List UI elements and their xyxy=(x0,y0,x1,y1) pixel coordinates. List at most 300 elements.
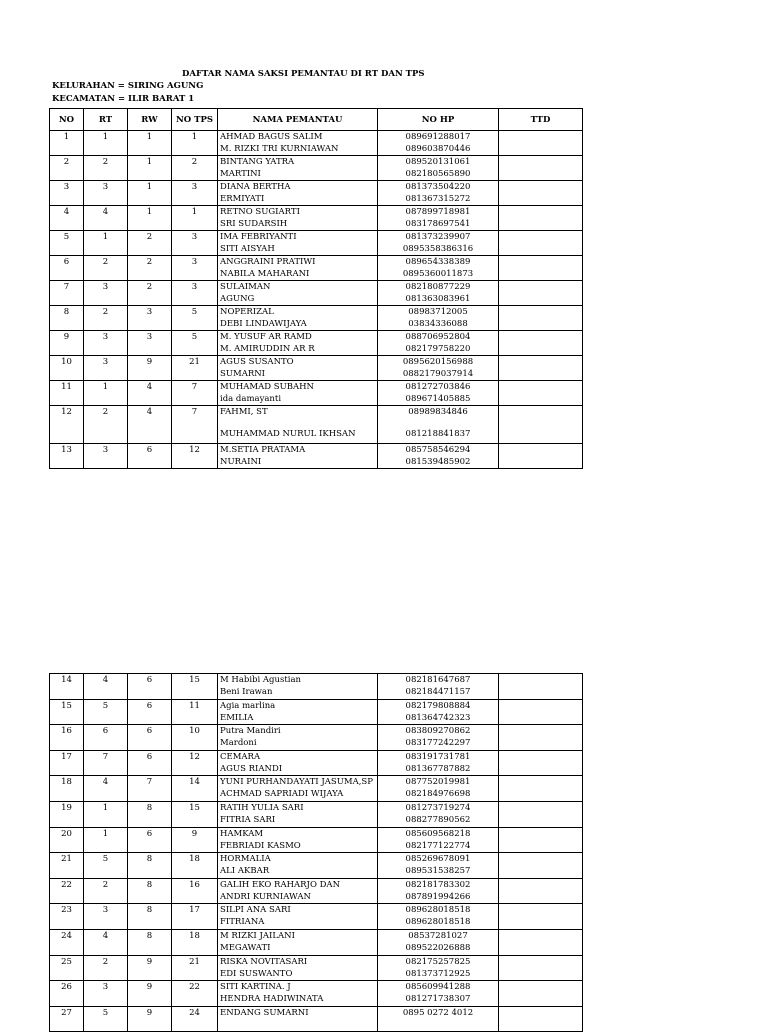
cell-nama-pemantau xyxy=(218,406,378,444)
cell-nama-pemantau xyxy=(218,331,378,356)
table-row xyxy=(50,181,583,206)
table-row xyxy=(50,381,583,406)
cell-ttd[interactable] xyxy=(499,955,583,981)
pemantau-name: EDI SUSWANTO xyxy=(220,968,293,979)
table-row xyxy=(50,406,583,444)
cell-rw: 3 xyxy=(128,331,172,356)
cell-no: 20 xyxy=(50,827,84,853)
pemantau-name: NABILA MAHARANI xyxy=(220,269,310,279)
pemantau-name: AGUS RIANDI xyxy=(220,763,283,774)
cell-rt: 3 xyxy=(84,181,128,206)
phone-number: 082181783302 xyxy=(405,879,471,890)
cell-ttd[interactable] xyxy=(499,331,583,356)
phone-number: 082179808884 xyxy=(405,700,471,711)
cell-no: 24 xyxy=(50,929,84,955)
pemantau-name xyxy=(220,1019,375,1031)
cell-ttd[interactable] xyxy=(499,699,583,725)
table-row xyxy=(50,674,583,700)
cell-tps: 21 xyxy=(172,955,218,981)
cell-ttd[interactable] xyxy=(499,444,583,469)
cell-no-hp xyxy=(378,904,499,930)
pemantau-name: Putra Mandiri xyxy=(220,726,281,737)
cell-rt: 2 xyxy=(84,156,128,181)
pemantau-name: M Habibi Agustian xyxy=(220,675,301,685)
phone-number: 089691288017 xyxy=(405,132,471,142)
pemantau-name: FITRIA SARI xyxy=(220,814,276,825)
cell-rw: 3 xyxy=(128,306,172,331)
cell-tps: 15 xyxy=(172,674,218,700)
cell-nama-pemantau xyxy=(218,256,378,281)
cell-rt: 4 xyxy=(84,929,128,955)
cell-no-hp xyxy=(378,853,499,879)
phone-number: 082180877229 xyxy=(405,282,471,292)
table-row xyxy=(50,231,583,256)
cell-nama-pemantau xyxy=(218,750,378,776)
cell-no-hp xyxy=(378,256,499,281)
cell-ttd[interactable] xyxy=(499,356,583,381)
cell-rt: 6 xyxy=(84,725,128,751)
cell-nama-pemantau xyxy=(218,1006,378,1032)
table-header-row xyxy=(50,109,583,131)
phone-number: 0895 0272 4012 xyxy=(402,1007,474,1018)
cell-no: 16 xyxy=(50,725,84,751)
phone-number: 083178697541 xyxy=(405,219,471,229)
cell-nama-pemantau xyxy=(218,725,378,751)
phone-number: 083809270862 xyxy=(405,726,471,737)
cell-no-hp xyxy=(378,801,499,827)
table-row xyxy=(50,878,583,904)
table-row xyxy=(50,827,583,853)
cell-ttd[interactable] xyxy=(499,904,583,930)
phone-number: 082184471157 xyxy=(405,687,471,697)
pemantau-name: EMILIA xyxy=(220,712,254,723)
cell-rt: 3 xyxy=(84,356,128,381)
cell-rt: 2 xyxy=(84,955,128,981)
cell-tps: 12 xyxy=(172,444,218,469)
pemantau-name: Mardoni xyxy=(220,738,257,749)
cell-tps: 3 xyxy=(172,256,218,281)
phone-number: 082175257825 xyxy=(405,956,471,967)
phone-number: 087899718981 xyxy=(405,207,471,217)
cell-ttd[interactable] xyxy=(499,381,583,406)
pemantau-name: SITI KARTINA. J xyxy=(220,982,291,993)
cell-tps: 2 xyxy=(172,156,218,181)
cell-no: 13 xyxy=(50,444,84,469)
cell-ttd[interactable] xyxy=(499,181,583,206)
cell-ttd[interactable] xyxy=(499,231,583,256)
pemantau-name: Agia marlina xyxy=(220,700,276,711)
cell-rt: 2 xyxy=(84,306,128,331)
cell-ttd[interactable] xyxy=(499,406,583,444)
cell-tps: 1 xyxy=(172,206,218,231)
cell-no: 23 xyxy=(50,904,84,930)
cell-tps: 5 xyxy=(172,306,218,331)
pemantau-name: ENDANG SUMARNI xyxy=(220,1007,309,1018)
cell-nama-pemantau xyxy=(218,281,378,306)
phone-number: 081363083961 xyxy=(405,294,471,304)
cell-ttd[interactable] xyxy=(499,725,583,751)
cell-rt: 1 xyxy=(84,231,128,256)
phone-number: 083191731781 xyxy=(405,751,471,762)
cell-no-hp xyxy=(378,381,499,406)
table-row xyxy=(50,256,583,281)
header-nama-pemantau: NAMA PEMANTAU xyxy=(218,109,378,131)
cell-nama-pemantau xyxy=(218,206,378,231)
cell-tps: 18 xyxy=(172,929,218,955)
table-row xyxy=(50,929,583,955)
pemantau-name: MUHAMMAD NURUL IKHSAN xyxy=(220,429,356,439)
cell-rt: 4 xyxy=(84,776,128,802)
phone-number: 083177242297 xyxy=(405,738,471,749)
cell-nama-pemantau xyxy=(218,674,378,700)
cell-no: 26 xyxy=(50,981,84,1007)
cell-ttd[interactable] xyxy=(499,853,583,879)
cell-rt: 3 xyxy=(84,331,128,356)
cell-rw: 8 xyxy=(128,801,172,827)
cell-rt: 1 xyxy=(84,801,128,827)
cell-no-hp xyxy=(378,331,499,356)
cell-ttd[interactable] xyxy=(499,156,583,181)
cell-rw: 6 xyxy=(128,699,172,725)
cell-nama-pemantau xyxy=(218,156,378,181)
phone-number: 0895620156988 xyxy=(402,357,474,367)
phone-number: 081271738307 xyxy=(405,994,471,1005)
table-row xyxy=(50,444,583,469)
phone-number: 089628018518 xyxy=(405,905,471,916)
cell-rt: 2 xyxy=(84,406,128,444)
cell-nama-pemantau xyxy=(218,878,378,904)
cell-tps: 7 xyxy=(172,406,218,444)
table-row xyxy=(50,699,583,725)
cell-no: 1 xyxy=(50,131,84,156)
cell-nama-pemantau xyxy=(218,699,378,725)
cell-no-hp xyxy=(378,131,499,156)
cell-rw: 6 xyxy=(128,674,172,700)
cell-rw: 9 xyxy=(128,1006,172,1032)
cell-no: 8 xyxy=(50,306,84,331)
phone-number: 08983712005 xyxy=(408,307,468,317)
phone-number: 085758546294 xyxy=(405,445,471,455)
phone-number: 085609941288 xyxy=(405,982,471,993)
phone-number: 08537281027 xyxy=(408,930,468,941)
cell-tps: 15 xyxy=(172,801,218,827)
cell-no-hp xyxy=(378,1006,499,1032)
pemantau-table-page-2 xyxy=(49,673,583,1032)
cell-no-hp xyxy=(378,955,499,981)
cell-ttd[interactable] xyxy=(499,929,583,955)
pemantau-name: RETNO SUGIARTI xyxy=(220,207,300,217)
table-row xyxy=(50,206,583,231)
cell-tps: 9 xyxy=(172,827,218,853)
phone-number: 085609568218 xyxy=(405,828,471,839)
phone-number: 089671405885 xyxy=(405,394,471,404)
cell-rt: 1 xyxy=(84,131,128,156)
cell-no-hp xyxy=(378,878,499,904)
header-rw: RW xyxy=(128,109,172,131)
phone-number: 082179758220 xyxy=(405,344,471,354)
document-title: DAFTAR NAMA SAKSI PEMANTAU DI RT DAN TPS xyxy=(182,69,425,79)
cell-rw: 1 xyxy=(128,156,172,181)
cell-rw: 7 xyxy=(128,776,172,802)
phone-number: 085269678091 xyxy=(405,854,471,865)
table-row xyxy=(50,776,583,802)
cell-tps: 21 xyxy=(172,356,218,381)
cell-ttd[interactable] xyxy=(499,827,583,853)
cell-no: 22 xyxy=(50,878,84,904)
cell-nama-pemantau xyxy=(218,955,378,981)
cell-no-hp xyxy=(378,827,499,853)
cell-ttd[interactable] xyxy=(499,131,583,156)
phone-number: 0895360011873 xyxy=(402,269,474,279)
pemantau-name: NURAINI xyxy=(220,457,262,467)
phone-number: 081367315272 xyxy=(405,194,471,204)
cell-rt: 2 xyxy=(84,878,128,904)
cell-no: 11 xyxy=(50,381,84,406)
cell-no: 12 xyxy=(50,406,84,444)
cell-nama-pemantau xyxy=(218,776,378,802)
cell-no-hp xyxy=(378,206,499,231)
phone-number: 089520131061 xyxy=(405,157,471,167)
header-no-tps: NO TPS xyxy=(172,109,218,131)
cell-rw: 1 xyxy=(128,131,172,156)
cell-no-hp xyxy=(378,674,499,700)
phone-number: 089531538257 xyxy=(405,866,471,877)
table-row xyxy=(50,1006,583,1032)
cell-tps: 5 xyxy=(172,331,218,356)
kecamatan-label: KECAMATAN = ILIR BARAT 1 xyxy=(52,94,195,104)
cell-ttd[interactable] xyxy=(499,878,583,904)
cell-ttd[interactable] xyxy=(499,206,583,231)
cell-no-hp xyxy=(378,699,499,725)
pemantau-name: SUMARNI xyxy=(220,369,266,379)
cell-nama-pemantau xyxy=(218,131,378,156)
cell-rw: 2 xyxy=(128,231,172,256)
cell-ttd[interactable] xyxy=(499,1006,583,1032)
cell-rw: 8 xyxy=(128,878,172,904)
cell-no: 14 xyxy=(50,674,84,700)
table-row xyxy=(50,981,583,1007)
cell-no-hp xyxy=(378,750,499,776)
cell-tps: 3 xyxy=(172,181,218,206)
pemantau-name: M RIZKI JAILANI xyxy=(220,930,295,941)
cell-nama-pemantau xyxy=(218,444,378,469)
pemantau-name: SULAIMAN xyxy=(220,282,271,292)
cell-rw: 8 xyxy=(128,853,172,879)
pemantau-name: MARTINI xyxy=(220,169,261,179)
cell-rw: 6 xyxy=(128,725,172,751)
cell-ttd[interactable] xyxy=(499,256,583,281)
cell-no: 10 xyxy=(50,356,84,381)
pemantau-name: ALI AKBAR xyxy=(220,866,270,877)
cell-tps: 24 xyxy=(172,1006,218,1032)
cell-rt: 7 xyxy=(84,750,128,776)
cell-nama-pemantau xyxy=(218,306,378,331)
cell-no: 19 xyxy=(50,801,84,827)
cell-no: 9 xyxy=(50,331,84,356)
cell-rt: 3 xyxy=(84,904,128,930)
cell-nama-pemantau xyxy=(218,381,378,406)
cell-rw: 1 xyxy=(128,206,172,231)
phone-number: 087752019981 xyxy=(405,777,471,788)
pemantau-name: HORMALIA xyxy=(220,854,271,865)
cell-rt: 3 xyxy=(84,281,128,306)
cell-nama-pemantau xyxy=(218,904,378,930)
phone-number: 089522026888 xyxy=(405,942,471,953)
pemantau-name: MEGAWATI xyxy=(220,942,271,953)
cell-nama-pemantau xyxy=(218,853,378,879)
cell-nama-pemantau xyxy=(218,356,378,381)
phone-number: 081373712925 xyxy=(405,968,471,979)
phone-number: 089654338389 xyxy=(405,257,471,267)
pemantau-name: ANGGRAINI PRATIWI xyxy=(220,257,316,267)
cell-nama-pemantau xyxy=(218,231,378,256)
cell-ttd[interactable] xyxy=(499,674,583,700)
cell-rt: 1 xyxy=(84,827,128,853)
cell-no: 27 xyxy=(50,1006,84,1032)
header-no: NO xyxy=(50,109,84,131)
pemantau-name: GALIH EKO RAHARJO DAN xyxy=(220,879,341,890)
header-ttd: TTD xyxy=(499,109,583,131)
cell-ttd[interactable] xyxy=(499,306,583,331)
table-row xyxy=(50,131,583,156)
pemantau-name: DEBI LINDAWIJAYA xyxy=(220,319,307,329)
phone-number xyxy=(380,1019,496,1031)
cell-no: 2 xyxy=(50,156,84,181)
cell-no: 4 xyxy=(50,206,84,231)
table-row xyxy=(50,955,583,981)
table-row xyxy=(50,331,583,356)
cell-rw: 8 xyxy=(128,929,172,955)
cell-rt: 5 xyxy=(84,853,128,879)
phone-number: 081272703846 xyxy=(405,382,471,392)
cell-tps: 22 xyxy=(172,981,218,1007)
phone-number: 082180565890 xyxy=(405,169,471,179)
cell-ttd[interactable] xyxy=(499,981,583,1007)
pemantau-name: IMA FEBRIYANTI xyxy=(220,232,297,242)
pemantau-name: SRI SUDARSIH xyxy=(220,219,288,229)
pemantau-name: ACHMAD SAPRIADI WIJAYA xyxy=(220,789,344,800)
pemantau-name: MUHAMAD SUBAHN xyxy=(220,382,314,392)
phone-number: 08989834846 xyxy=(408,407,468,417)
table-row xyxy=(50,725,583,751)
cell-rw: 6 xyxy=(128,827,172,853)
pemantau-name: ERMIYATI xyxy=(220,194,265,204)
cell-no: 18 xyxy=(50,776,84,802)
cell-rt: 5 xyxy=(84,1006,128,1032)
phone-number: 081373504220 xyxy=(405,182,471,192)
cell-tps: 3 xyxy=(172,231,218,256)
cell-tps: 14 xyxy=(172,776,218,802)
pemantau-name: AGUNG xyxy=(220,294,255,304)
phone-number: 03834336088 xyxy=(408,319,468,329)
cell-nama-pemantau xyxy=(218,929,378,955)
cell-tps: 10 xyxy=(172,725,218,751)
phone-number: 082184976698 xyxy=(405,789,471,800)
cell-ttd[interactable] xyxy=(499,750,583,776)
table-row xyxy=(50,356,583,381)
cell-no: 7 xyxy=(50,281,84,306)
pemantau-name: RISKA NOVITASARI xyxy=(220,956,308,967)
table-row xyxy=(50,750,583,776)
phone-number: 082177122774 xyxy=(405,840,471,851)
cell-rw: 4 xyxy=(128,406,172,444)
cell-tps: 16 xyxy=(172,878,218,904)
cell-tps: 1 xyxy=(172,131,218,156)
cell-nama-pemantau xyxy=(218,827,378,853)
pemantau-name: FAHMI, ST xyxy=(220,407,268,417)
phone-number: 081273719274 xyxy=(405,802,471,813)
cell-rw: 9 xyxy=(128,981,172,1007)
cell-tps: 11 xyxy=(172,699,218,725)
pemantau-name: RATIH YULIA SARI xyxy=(220,802,304,813)
pemantau-name: HAMKAM xyxy=(220,828,264,839)
cell-nama-pemantau xyxy=(218,181,378,206)
cell-tps: 7 xyxy=(172,381,218,406)
cell-rw: 8 xyxy=(128,904,172,930)
cell-rw: 2 xyxy=(128,281,172,306)
phone-number: 081367787882 xyxy=(405,763,471,774)
pemantau-name: M.SETIA PRATAMA xyxy=(220,445,306,455)
cell-rw: 1 xyxy=(128,181,172,206)
cell-rt: 3 xyxy=(84,444,128,469)
cell-no-hp xyxy=(378,981,499,1007)
cell-rw: 6 xyxy=(128,750,172,776)
pemantau-name: Beni Irawan xyxy=(220,687,273,697)
pemantau-name: BINTANG YATRA xyxy=(220,157,295,167)
cell-no-hp xyxy=(378,281,499,306)
cell-no-hp xyxy=(378,725,499,751)
pemantau-name: SITI AISYAH xyxy=(220,244,275,254)
cell-ttd[interactable] xyxy=(499,281,583,306)
phone-number: 088277890562 xyxy=(405,814,471,825)
pemantau-name: CEMARA xyxy=(220,751,261,762)
pemantau-name: M. YUSUF AR RAMD xyxy=(220,332,312,342)
cell-rw: 2 xyxy=(128,256,172,281)
cell-rt: 4 xyxy=(84,206,128,231)
kelurahan-label: KELURAHAN = SIRING AGUNG xyxy=(52,81,204,91)
cell-ttd[interactable] xyxy=(499,801,583,827)
cell-nama-pemantau xyxy=(218,981,378,1007)
cell-tps: 12 xyxy=(172,750,218,776)
cell-rt: 2 xyxy=(84,256,128,281)
table-row xyxy=(50,853,583,879)
table-row xyxy=(50,801,583,827)
cell-no: 21 xyxy=(50,853,84,879)
phone-number: 089628018518 xyxy=(405,917,471,928)
cell-no-hp xyxy=(378,156,499,181)
cell-no: 3 xyxy=(50,181,84,206)
pemantau-name: M. AMIRUDDIN AR R xyxy=(220,344,315,354)
cell-ttd[interactable] xyxy=(499,776,583,802)
cell-rw: 9 xyxy=(128,356,172,381)
phone-number: 088706952804 xyxy=(405,332,471,342)
cell-no-hp xyxy=(378,356,499,381)
phone-number: 087891994266 xyxy=(405,891,471,902)
cell-no-hp xyxy=(378,444,499,469)
pemantau-name: ida damayanti xyxy=(220,394,282,404)
cell-no: 25 xyxy=(50,955,84,981)
table-row xyxy=(50,156,583,181)
cell-rw: 4 xyxy=(128,381,172,406)
cell-no-hp xyxy=(378,181,499,206)
table-row xyxy=(50,904,583,930)
phone-number: 0895358386316 xyxy=(402,244,474,254)
cell-tps: 18 xyxy=(172,853,218,879)
cell-no-hp xyxy=(378,776,499,802)
pemantau-name: M. RIZKI TRI KURNIAWAN xyxy=(220,144,339,154)
cell-rt: 5 xyxy=(84,699,128,725)
pemantau-name: NOPERIZAL xyxy=(220,307,274,317)
